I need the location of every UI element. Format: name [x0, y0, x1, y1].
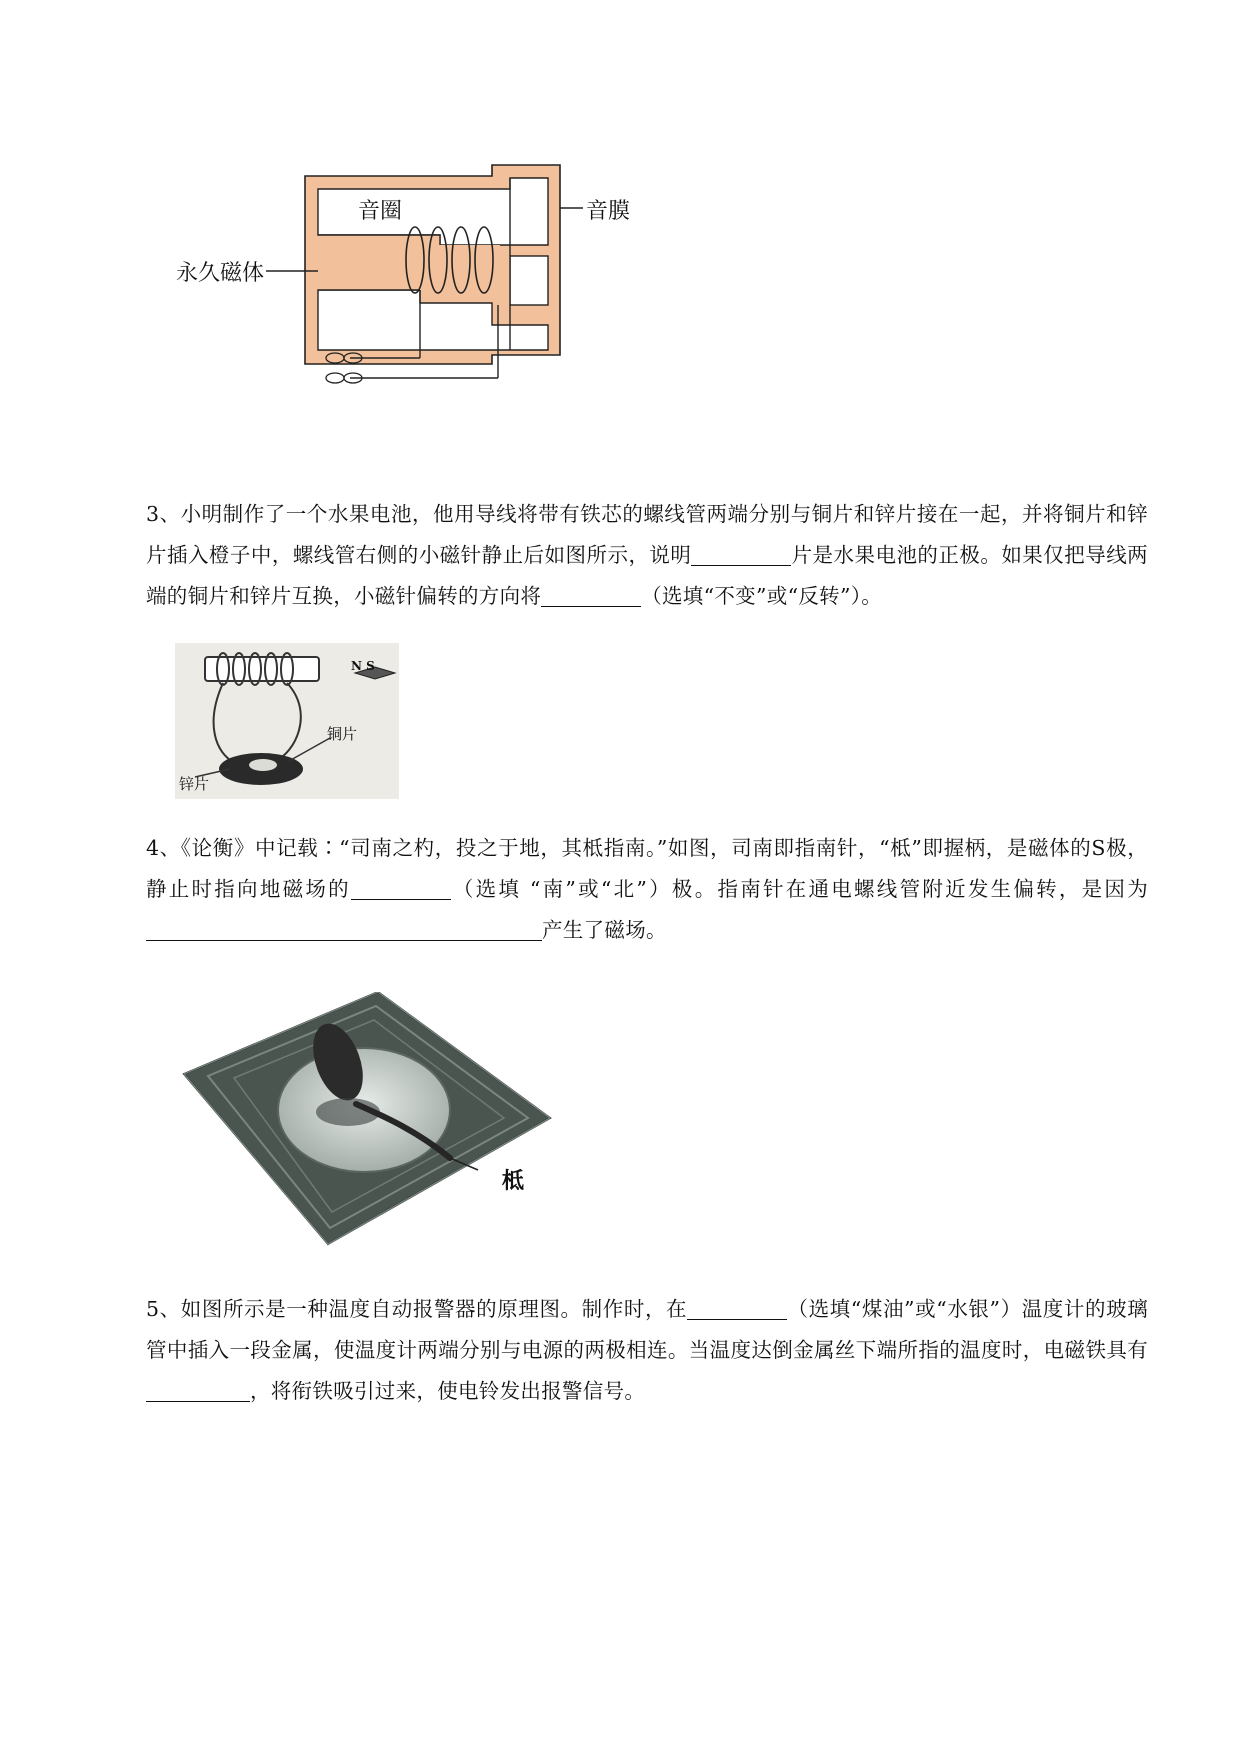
- question-5: [146, 1289, 1148, 1412]
- label-copper: 铜片: [327, 725, 358, 743]
- speaker-diagram-svg: [170, 160, 650, 440]
- label-permanent-magnet: 永久磁体: [176, 261, 265, 286]
- q4-text-c: 产生了磁场。: [542, 918, 667, 942]
- speaker-diagram: [170, 160, 650, 440]
- q3-text-b: 片是水果电池的正极。如果仅把导线两端的铜片和锌片互换，小磁针偏转的方向将: [146, 543, 1148, 608]
- q4-blank-2[interactable]: [146, 918, 542, 941]
- q5-text-a: 5、如图所示是一种温度自动报警器的原理图。制作时，在: [146, 1297, 688, 1321]
- q4-text-b: （选填 “南”或“北”）极。指南针在通电螺线管附近发生偏转，是因为: [450, 877, 1148, 901]
- q3-blank-1[interactable]: [691, 543, 791, 566]
- fruit-battery-figure: [175, 643, 399, 799]
- q4-blank-1[interactable]: [351, 877, 451, 900]
- label-membrane: 音膜: [586, 199, 631, 224]
- q4-text-a: 4、《论衡》中记载∶“司南之杓，投之于地，其柢指南。”如图，司南即指南针，“柢”即握柄，是磁体的S极，静止时指向地磁场的: [146, 836, 1148, 901]
- q5-blank-2[interactable]: [146, 1379, 250, 1402]
- q3-text-c: （选填“不变”或“反转”）。: [641, 584, 883, 608]
- label-voice-coil: 音圈: [358, 199, 403, 224]
- label-ns: N S: [351, 659, 375, 673]
- sinan-compass-svg: [178, 992, 554, 1250]
- label-zinc: 锌片: [179, 775, 210, 793]
- question-3: [146, 494, 1148, 617]
- sinan-compass-figure: [178, 992, 554, 1250]
- q3-text-a: 3、小明制作了一个水果电池，他用导线将带有铁芯的螺线管两端分别与铜片和锌片接在一起，并将铜片和锌片插入橙子中，螺线管右侧的小磁针静止后如图所示，说明: [146, 502, 1148, 567]
- q3-blank-2[interactable]: [541, 584, 641, 607]
- label-handle: 柢: [502, 1169, 525, 1194]
- q5-text-c: ，将衔铁吸引过来，使电铃发出报警信号。: [250, 1379, 646, 1403]
- question-4: [146, 828, 1148, 951]
- q5-text-b: （选填“煤油”或“水银”）温度计的玻璃管中插入一段金属，使温度计两端分别与电源的两极相连。当温度达倒金属丝下端所指的温度时，电磁铁具有: [146, 1297, 1149, 1362]
- q5-blank-1[interactable]: [687, 1297, 787, 1320]
- membrane-gap: [510, 256, 548, 305]
